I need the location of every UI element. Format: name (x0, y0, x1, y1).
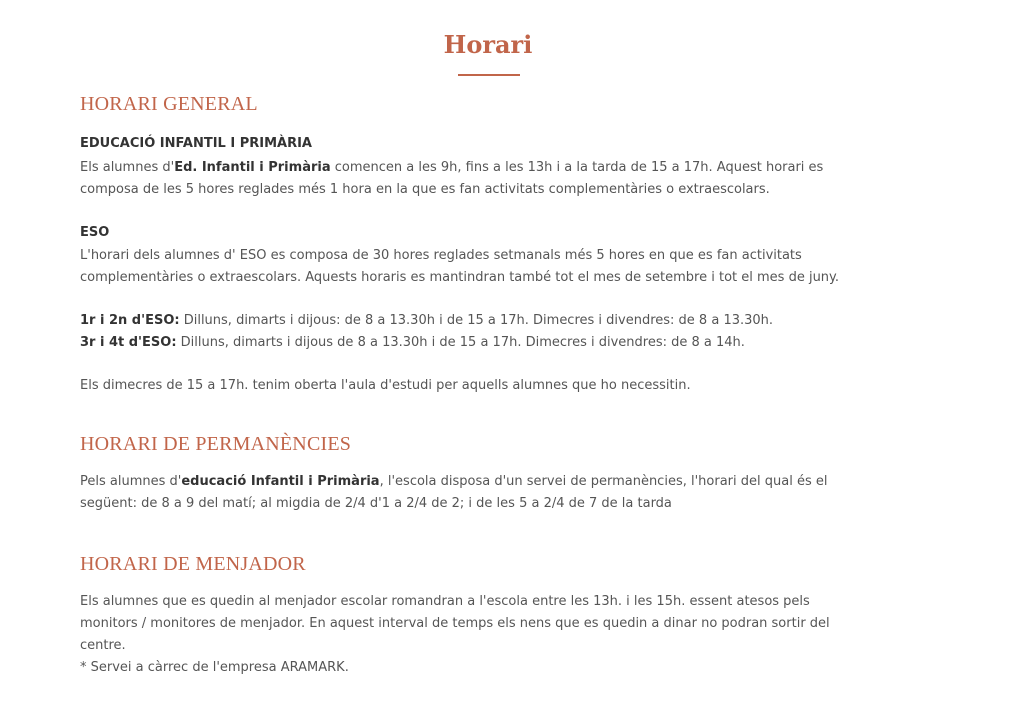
bold-text: 1r i 2n d'ESO: (80, 313, 180, 328)
page-title: Horari (443, 30, 533, 59)
subheading-eso: ESO (80, 225, 110, 240)
title-underline (458, 74, 520, 76)
schedule-line-1r-2n (80, 310, 910, 332)
text-segment: Els alumnes d' (80, 160, 175, 175)
text-segment: Dilluns, dimarts i dijous de 8 a 13.30h i de 15 a 17h. Dimecres i divendres: de 8 a 14h. (176, 335, 745, 350)
text-segment: , l'escola disposa d'un servei de permanències, l'horari del qual és el (379, 474, 828, 489)
paragraph-menjador (80, 591, 910, 679)
text-line (80, 157, 910, 179)
text-segment: comencen a les 9h, fins a les 13h i a la tarda de 15 a 17h. Aquest horari es (330, 160, 824, 175)
text-segment: Dilluns, dimarts i dijous: de 8 a 13.30h i de 15 a 17h. Dimecres i divendres: de 8 a 13.30h. (179, 313, 774, 328)
paragraph-study-room (80, 375, 910, 397)
text-segment: Pels alumnes d' (80, 474, 182, 489)
text-line: L'horari dels alumnes d' ESO es composa de 30 hores reglades setmanals més 5 hores en que es fan activitats (80, 248, 802, 263)
text-line: Els alumnes que es quedin al menjador escolar romandran a l'escola entre les 13h. i les 15h. essent atesos pels (80, 594, 810, 609)
section-heading-menjador: HORARI DE MENJADOR (80, 553, 306, 575)
text-line: composa de les 5 hores reglades més 1 hora en la que es fan activitats complementàries o extraescolars. (80, 182, 770, 197)
subheading-infantil-primaria: EDUCACIÓ INFANTIL I PRIMÀRIA (80, 136, 312, 151)
section-heading-general: HORARI GENERAL (80, 93, 258, 115)
paragraph-eso-schedule (80, 310, 910, 354)
text-line: Els dimecres de 15 a 17h. tenim oberta l'aula d'estudi per aquells alumnes que ho necessitin. (80, 378, 691, 393)
section-heading-permanencies: HORARI DE PERMANÈNCIES (80, 433, 352, 455)
paragraph-infantil-primaria (80, 157, 910, 201)
text-line: monitors / monitores de menjador. En aquest interval de temps els nens que es quedin a dinar no podran sortir del (80, 616, 830, 631)
paragraph-eso (80, 245, 910, 289)
text-line: * Servei a càrrec de l'empresa ARAMARK. (80, 660, 349, 675)
schedule-line-3r-4t (80, 332, 910, 354)
bold-text: Ed. Infantil i Primària (174, 160, 331, 175)
bold-text: educació Infantil i Primària (181, 474, 380, 489)
text-line: centre. (80, 638, 126, 653)
bold-text: 3r i 4t d'ESO: (80, 335, 177, 350)
text-line (80, 471, 910, 493)
text-line: complementàries o extraescolars. Aquests horaris es mantindran també tot el mes de setembre i tot el mes de juny. (80, 270, 840, 285)
paragraph-permanencies (80, 471, 910, 515)
text-line: següent: de 8 a 9 del matí; al migdia de 2/4 d'1 a 2/4 de 2; i de les 5 a 2/4 de 7 de la tarda (80, 496, 672, 511)
